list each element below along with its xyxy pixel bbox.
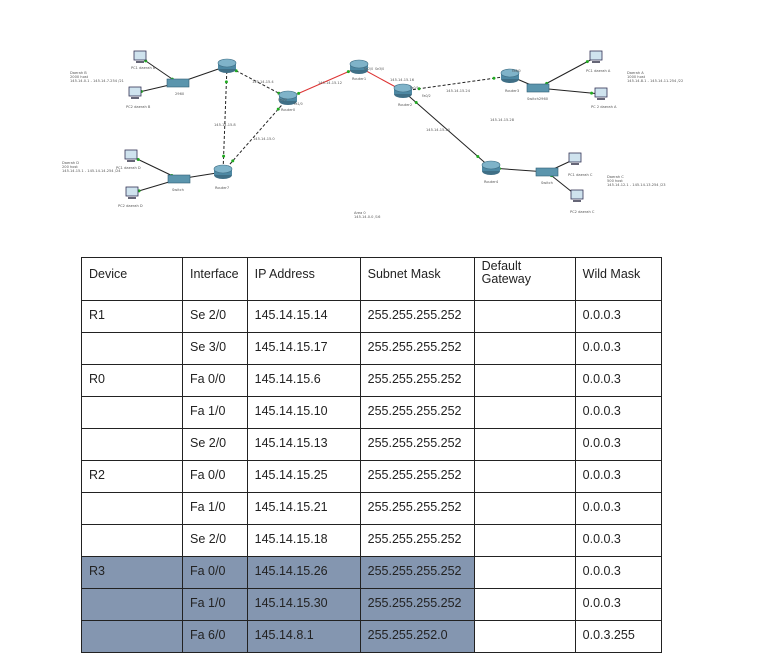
table-row bbox=[82, 525, 662, 557]
table-header-row bbox=[82, 258, 662, 301]
device-label: PC1 daerah B bbox=[131, 66, 156, 70]
device-label: Router4 bbox=[484, 180, 499, 184]
device-label: Router2 bbox=[398, 103, 413, 107]
cell-ip-address: 145.14.15.18 bbox=[247, 525, 360, 557]
interface-label: Fa0/1 bbox=[410, 86, 419, 90]
cell-ip-address: 145.14.15.25 bbox=[247, 461, 360, 493]
interface-label: Fa1/0 bbox=[294, 102, 303, 106]
switchd-icon bbox=[168, 175, 190, 183]
cell-interface: Fa 1/0 bbox=[183, 493, 248, 525]
header-ip-address: IP Address bbox=[247, 258, 360, 301]
header-device: Device bbox=[82, 258, 183, 301]
interface-label: Se3/0 bbox=[375, 67, 385, 71]
link-subnet-label: 145.14.15.28 bbox=[490, 118, 515, 122]
pc1a-stand bbox=[592, 61, 600, 63]
area-name: Daerah B bbox=[70, 71, 87, 75]
topology-labels bbox=[62, 66, 683, 219]
device-label: Switch bbox=[172, 188, 184, 192]
cell-default-gateway bbox=[474, 621, 575, 653]
cell-ip-address: 145.14.15.17 bbox=[247, 333, 360, 365]
cell-device bbox=[82, 621, 183, 653]
device-label: PC2 daerah B bbox=[126, 105, 151, 109]
interface-label: Fa6/0 bbox=[512, 69, 521, 73]
table-row bbox=[82, 365, 662, 397]
cell-default-gateway bbox=[474, 557, 575, 589]
cell-device bbox=[82, 525, 183, 557]
table-row bbox=[82, 621, 662, 653]
cell-interface: Se 2/0 bbox=[183, 525, 248, 557]
area-range: 145.14.8.1 - 145.14.11.254 /22 bbox=[627, 79, 684, 83]
cell-interface: Se 3/0 bbox=[183, 333, 248, 365]
cell-default-gateway bbox=[474, 365, 575, 397]
cell-interface: Fa 0/0 bbox=[183, 461, 248, 493]
interface-label: Fa0/0 bbox=[278, 98, 287, 102]
area-name: Daerah D bbox=[62, 161, 80, 165]
cell-default-gateway bbox=[474, 493, 575, 525]
cell-device bbox=[82, 333, 183, 365]
cell-default-gateway bbox=[474, 301, 575, 333]
header-interface: Interface bbox=[183, 258, 248, 301]
area-hosts: 200 host bbox=[62, 165, 78, 169]
cell-wild-mask: 0.0.0.3 bbox=[575, 589, 661, 621]
device-label: PC1 daerah A bbox=[586, 69, 611, 73]
cell-wild-mask: 0.0.0.3 bbox=[575, 429, 661, 461]
area-hosts: 1000 host bbox=[627, 75, 646, 79]
cell-ip-address: 145.14.8.1 bbox=[247, 621, 360, 653]
interface-label: Se2/0 bbox=[364, 67, 374, 71]
pc1c-stand bbox=[571, 163, 579, 165]
cell-default-gateway bbox=[474, 397, 575, 429]
cell-default-gateway bbox=[474, 429, 575, 461]
link-subnet-label: 145.14.15.20 bbox=[426, 128, 451, 132]
port-dot bbox=[590, 92, 593, 95]
cell-default-gateway bbox=[474, 589, 575, 621]
port-dot bbox=[492, 77, 495, 80]
cell-subnet-mask: 255.255.255.252 bbox=[360, 365, 474, 397]
cell-subnet-mask: 255.255.255.252 bbox=[360, 397, 474, 429]
cell-subnet-mask: 255.255.255.252 bbox=[360, 429, 474, 461]
table-row bbox=[82, 493, 662, 525]
header-wild-mask: Wild Mask bbox=[575, 258, 661, 301]
cell-wild-mask: 0.0.0.3 bbox=[575, 461, 661, 493]
device-label: PC2 daerah D bbox=[118, 204, 143, 208]
table-row bbox=[82, 397, 662, 429]
area-hosts: 500 host bbox=[607, 179, 623, 183]
topology-nodes bbox=[125, 51, 607, 202]
header-subnet-mask: Subnet Mask bbox=[360, 258, 474, 301]
port-dot bbox=[347, 70, 350, 73]
switchc-icon bbox=[536, 168, 558, 176]
cell-wild-mask: 0.0.0.3 bbox=[575, 493, 661, 525]
cell-ip-address: 145.14.15.10 bbox=[247, 397, 360, 429]
table-row bbox=[82, 461, 662, 493]
cell-subnet-mask: 255.255.252.0 bbox=[360, 621, 474, 653]
link-subnet-label: 145.14.15.4 bbox=[252, 80, 274, 84]
cell-wild-mask: 0.0.0.3 bbox=[575, 333, 661, 365]
port-dot bbox=[277, 108, 280, 111]
device-label: PC1 daerah C bbox=[568, 173, 593, 177]
link-subnet-label: 145.14.15.8 bbox=[214, 123, 236, 127]
pc2d-icon bbox=[126, 187, 138, 196]
device-label: Switch bbox=[541, 181, 553, 185]
pc2c-stand bbox=[573, 200, 581, 202]
switchb-icon bbox=[167, 79, 189, 87]
cell-subnet-mask: 255.255.255.252 bbox=[360, 493, 474, 525]
cell-subnet-mask: 255.255.255.252 bbox=[360, 461, 474, 493]
cell-ip-address: 145.14.15.30 bbox=[247, 589, 360, 621]
switcha-icon bbox=[527, 84, 549, 92]
cell-wild-mask: 0.0.0.3 bbox=[575, 557, 661, 589]
cell-subnet-mask: 255.255.255.252 bbox=[360, 525, 474, 557]
device-label: Router0 bbox=[281, 108, 296, 112]
port-dot bbox=[476, 155, 479, 158]
cell-device: R2 bbox=[82, 461, 183, 493]
ip-addressing-table bbox=[81, 257, 662, 653]
cell-interface: Se 2/0 bbox=[183, 429, 248, 461]
link-subnet-label: 145.14.15.24 bbox=[446, 89, 471, 93]
router4-icon bbox=[482, 161, 500, 169]
port-dot bbox=[586, 60, 589, 63]
link-subnet-label: 145.14.15.12 bbox=[318, 81, 343, 85]
port-dot bbox=[297, 92, 300, 95]
cell-subnet-mask: 255.255.255.252 bbox=[360, 333, 474, 365]
pc1b-icon bbox=[134, 51, 146, 60]
cell-device: R1 bbox=[82, 301, 183, 333]
table-row bbox=[82, 429, 662, 461]
cell-wild-mask: 0.0.0.3 bbox=[575, 301, 661, 333]
cell-default-gateway bbox=[474, 461, 575, 493]
cell-device bbox=[82, 397, 183, 429]
pc1c-icon bbox=[569, 153, 581, 162]
cell-wild-mask: 0.0.3.255 bbox=[575, 621, 661, 653]
table-row bbox=[82, 301, 662, 333]
table-row bbox=[82, 557, 662, 589]
pc2b-icon bbox=[129, 87, 141, 96]
port-dot bbox=[225, 80, 228, 83]
area-range: 145.14.0.1 - 145.14.7.254 /21 bbox=[70, 79, 124, 83]
cell-interface: Se 2/0 bbox=[183, 301, 248, 333]
cell-interface: Fa 6/0 bbox=[183, 621, 248, 653]
cell-ip-address: 145.14.15.14 bbox=[247, 301, 360, 333]
device-label: Router1 bbox=[352, 77, 367, 81]
device-label: 2960 bbox=[175, 92, 185, 96]
area-range: 145.14.0.0 /16 bbox=[354, 215, 381, 219]
link-subnet-label: 145.14.15.16 bbox=[390, 78, 415, 82]
cell-ip-address: 145.14.15.21 bbox=[247, 493, 360, 525]
port-dot bbox=[415, 101, 418, 104]
device-label: PC1 daerah D bbox=[116, 166, 141, 170]
cell-wild-mask: 0.0.0.3 bbox=[575, 365, 661, 397]
cell-ip-address: 145.14.15.26 bbox=[247, 557, 360, 589]
cell-interface: Fa 1/0 bbox=[183, 397, 248, 429]
pc2a-icon bbox=[595, 88, 607, 97]
link-subnet-label: 145.14.15.0 bbox=[253, 137, 275, 141]
table-row bbox=[82, 333, 662, 365]
area-name: Daerah A bbox=[627, 71, 644, 75]
device-label: PC2 daerah C bbox=[570, 210, 595, 214]
cell-device bbox=[82, 589, 183, 621]
area-hosts: 2000 host bbox=[70, 75, 89, 79]
cell-device: R0 bbox=[82, 365, 183, 397]
router7-icon bbox=[214, 165, 232, 173]
area-name: Area 0 bbox=[354, 211, 366, 215]
cell-device bbox=[82, 429, 183, 461]
cell-default-gateway bbox=[474, 333, 575, 365]
pc1b-stand bbox=[136, 61, 144, 63]
cell-ip-address: 145.14.15.6 bbox=[247, 365, 360, 397]
device-label: PC 2 daerah A bbox=[591, 105, 617, 109]
pc2a-stand bbox=[597, 98, 605, 100]
device-label: Router3 bbox=[505, 89, 520, 93]
cell-subnet-mask: 255.255.255.252 bbox=[360, 589, 474, 621]
cell-interface: Fa 0/0 bbox=[183, 557, 248, 589]
cell-default-gateway bbox=[474, 525, 575, 557]
router5-icon bbox=[218, 59, 236, 67]
area-range: 145.14.15.1 - 145.14.14.254 /24 bbox=[62, 169, 121, 173]
area-name: Daerah C bbox=[607, 175, 624, 179]
interface-label: Fa0/2 bbox=[422, 94, 431, 98]
pc2b-stand bbox=[131, 97, 139, 99]
port-dot bbox=[222, 155, 225, 158]
ip-table-container bbox=[81, 257, 662, 653]
cell-interface: Fa 0/0 bbox=[183, 365, 248, 397]
cell-subnet-mask: 255.255.255.252 bbox=[360, 557, 474, 589]
pc2c-icon bbox=[571, 190, 583, 199]
port-dot bbox=[231, 159, 234, 162]
cell-wild-mask: 0.0.0.3 bbox=[575, 525, 661, 557]
pc1d-stand bbox=[127, 160, 135, 162]
cell-interface: Fa 1/0 bbox=[183, 589, 248, 621]
pc1a-icon bbox=[590, 51, 602, 60]
cell-subnet-mask: 255.255.255.252 bbox=[360, 301, 474, 333]
device-label: Switch2960 bbox=[527, 97, 549, 101]
area-range: 145.14.12.1 - 145.14.13.254 /23 bbox=[607, 183, 666, 187]
device-label: Router7 bbox=[215, 186, 230, 190]
table-row bbox=[82, 589, 662, 621]
cell-device bbox=[82, 493, 183, 525]
header-default-gateway: Default Gateway bbox=[474, 258, 575, 301]
cell-ip-address: 145.14.15.13 bbox=[247, 429, 360, 461]
pc2d-stand bbox=[128, 197, 136, 199]
cell-device: R3 bbox=[82, 557, 183, 589]
pc1d-icon bbox=[125, 150, 137, 159]
network-topology-diagram bbox=[0, 0, 759, 240]
cell-wild-mask: 0.0.0.3 bbox=[575, 397, 661, 429]
